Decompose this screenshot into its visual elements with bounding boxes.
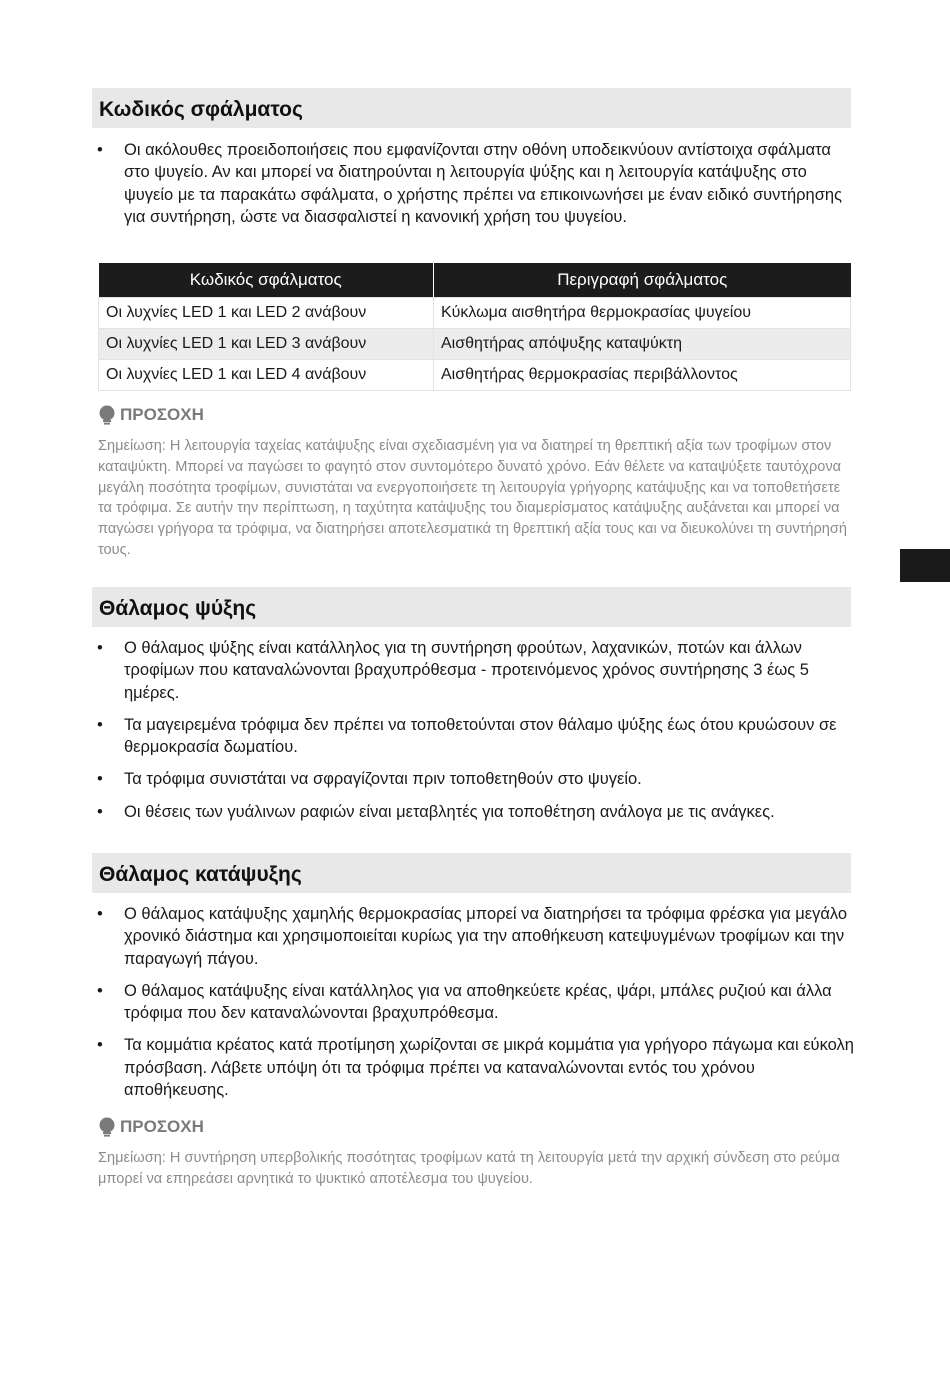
error-intro-list [92, 139, 857, 228]
error-code-table [98, 263, 851, 391]
lightbulb-icon [98, 405, 116, 425]
caution-heading [98, 405, 204, 425]
cooling-chamber-list [92, 637, 857, 823]
table-cell-code: Οι λυχνίες LED 1 και LED 2 ανάβουν [99, 298, 434, 329]
initial-connection-note: Σημείωση: Η συντήρηση υπερβολικής ποσότητας τροφίμων κατά τη λειτουργία μετά την αρχική σύνδεση στο ρεύμα μπορεί να επηρεάσει αρνητικά το ψυκτικό αποτέλεσμα του ψυγείου. [98, 1150, 840, 1187]
bullet-symbol: • [97, 715, 103, 734]
table-cell-code: Οι λυχνίες LED 1 και LED 4 ανάβουν [99, 360, 434, 391]
table-row [99, 360, 851, 391]
column-header-code: Κωδικός σφάλματος [99, 263, 434, 298]
table-cell-description: Αισθητήρας απόψυξης καταψύκτη [434, 329, 851, 360]
table-row [99, 298, 851, 329]
caution-label: ΠΡΟΣΟΧΗ [120, 1117, 204, 1136]
table-cell-description: Κύκλωμα αισθητήρα θερμοκρασίας ψυγείου [434, 298, 851, 329]
list-item: • Τα κομμάτια κρέατος κατά προτίμηση χωρίζονται σε μικρά κομμάτια για γρήγορο πάγωμα και εύκολη πρόσβαση. Λάβετε υπόψη ότι τα τρόφιμα πρέπει να καταναλώνονται εντός του χρόνου αποθήκευσης. [97, 1036, 854, 1100]
section-title-freezer-chamber: Θάλαμος κατάψυξης [92, 853, 851, 893]
bullet-symbol: • [97, 141, 103, 159]
list-item: • Τα τρόφιμα συνιστάται να σφραγίζονται πριν τοποθετηθούν στο ψυγείο. [92, 768, 857, 790]
bullet-symbol: • [97, 802, 103, 821]
list-item: • Οι ακόλουθες προειδοποιήσεις που εμφανίζονται στην οθόνη υποδεικνύουν αντίστοιχα σφάλματα στο ψυγείο. Αν και μπορεί να διατηρούνται η λειτουργία ψύξης και η λειτουργία κατάψυξης στο ψυγείο με τα παρακάτω σφάλματα, ο χρήστης πρέπει να επικοινωνήσει με έναν ειδικό συντήρησης για συντήρηση, ώστε να διασφαλιστεί η κανονική χρήση του ψυγείου. [97, 141, 842, 226]
list-item: • Τα μαγειρεμένα τρόφιμα δεν πρέπει να τοποθετούνται στον θάλαμο ψύξης έως ότου κρυώσουν σε θερμοκρασία δωματίου. [97, 715, 837, 757]
freezer-chamber-list [92, 903, 857, 1101]
bullet-symbol: • [97, 905, 103, 923]
column-header-description: Περιγραφή σφάλματος [434, 263, 851, 298]
table-cell-code: Οι λυχνίες LED 1 και LED 3 ανάβουν [99, 329, 434, 360]
bullet-symbol: • [97, 770, 103, 789]
side-tab-marker [900, 549, 950, 582]
list-item: • Ο θάλαμος κατάψυξης είναι κατάλληλος για να αποθηκεύετε κρέας, ψάρι, μπάλες ρυζιού και άλλα τρόφιμα που δεν καταναλώνονται βραχυπρόθεσμα. [97, 981, 832, 1023]
bullet-symbol: • [97, 1036, 103, 1055]
caution-label: ΠΡΟΣΟΧΗ [120, 405, 204, 424]
list-item: • Ο θάλαμος κατάψυξης χαμηλής θερμοκρασίας μπορεί να διατηρήσει τα τρόφιμα φρέσκα για μεγάλο χρονικό διάστημα και χρησιμοποιείται κυρίως για την αποθήκευση κατεψυγμένων τροφίμων και την παραγωγή πάγου. [97, 905, 848, 968]
section-title-error-code: Κωδικός σφάλματος [92, 88, 851, 128]
bullet-symbol: • [97, 639, 103, 657]
lightbulb-icon [98, 1117, 116, 1137]
table-cell-description: Αισθητήρας θερμοκρασίας περιβάλλοντος [434, 360, 851, 391]
table-row [99, 329, 851, 360]
section-title-cooling-chamber: Θάλαμος ψύξης [92, 587, 851, 627]
caution-heading [98, 1117, 204, 1137]
quick-freeze-note: Σημείωση: Η λειτουργία ταχείας κατάψυξης είναι σχεδιασμένη για να διατηρεί τη θρεπτική αξία των τροφίμων στον καταψύκτη. Μπορεί να παγώσει το φαγητό στον συντομότερο δυνατό χρόνο. Εάν θέλετε να καταψύξετε ταυτόχρονα μεγάλη ποσότητα τροφίμων, συνιστάται να ενεργοποιήσετε τη λειτουργία γρήγορης κατάψυξης και να τοποθετήσετε τα τρόφιμα. Σε αυτήν την περίπτωση, η ταχύτητα κατάψυξης του διαμερίσματος κατάψυξης αυξάνεται και μπορεί να παγώσει γρήγορα τα τρόφιμα, να διατηρήσει αποτελεσματικά τη θρεπτική αξία τους και να διευκολύνει τη συντήρησή τους. [98, 438, 848, 558]
bullet-symbol: • [97, 981, 103, 1000]
table-header-row [99, 263, 851, 298]
list-item: • Οι θέσεις των γυάλινων ραφιών είναι μεταβλητές για τοποθέτηση ανάλογα με τις ανάγκες. [92, 801, 857, 823]
list-item: • Ο θάλαμος ψύξης είναι κατάλληλος για τη συντήρηση φρούτων, λαχανικών, ποτών και άλλων τροφίμων που καταναλώνονται βραχυπρόθεσμα - προτεινόμενος χρόνος συντήρησης 3 έως 5 ημέρες. [97, 639, 809, 702]
